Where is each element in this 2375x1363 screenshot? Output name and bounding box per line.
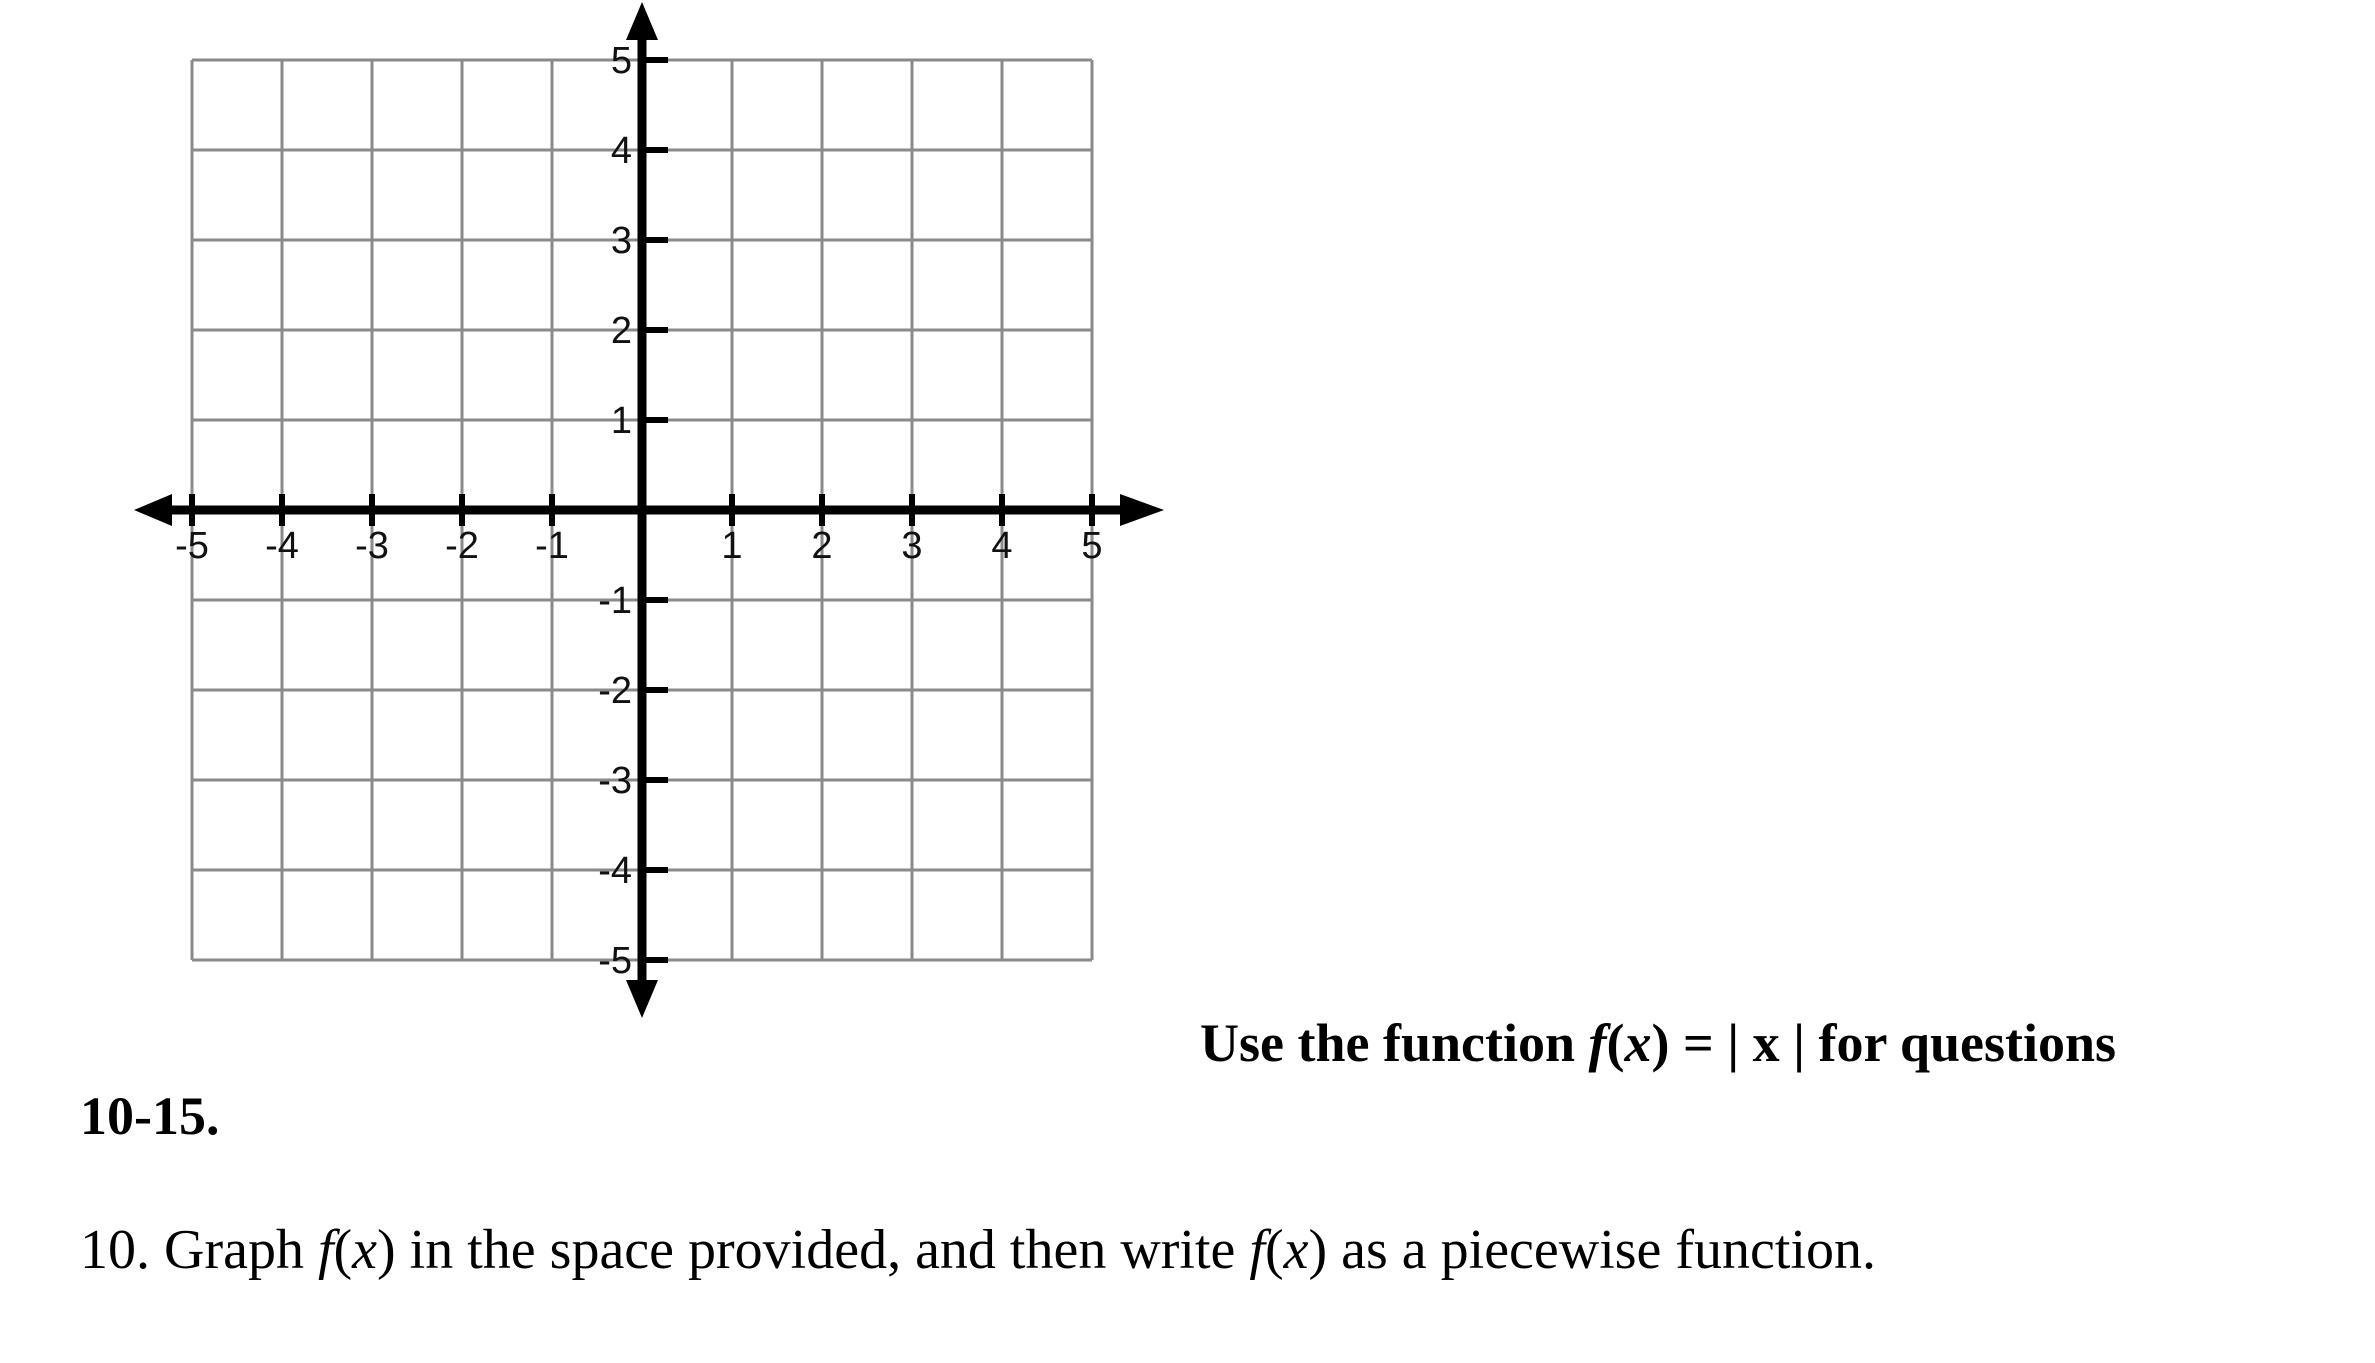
y-axis-down-arrow [626,980,658,1018]
y-axis-up-arrow [626,2,658,40]
x-tick-label: -2 [445,525,479,567]
y-tick-label: -1 [598,580,632,622]
x-tick-label: 3 [901,525,923,567]
x-tick-label: 1 [721,525,743,567]
y-tick-label: 5 [610,40,632,82]
x-tick-label: 2 [811,525,833,567]
x-axis-left-arrow [134,494,172,526]
question-10: 10. Graph f(x) in the space provided, and then write f(x) as a piecewise function. [80,1219,1877,1281]
x-tick-label: 5 [1081,525,1103,567]
y-tick-label: -4 [598,850,632,892]
instruction-question-range: 10-15. [80,1086,220,1146]
y-tick-label: 1 [610,400,632,442]
axes [134,2,1164,1018]
y-tick-label: -2 [598,670,632,712]
coordinate-grid [0,0,1180,1020]
y-tick-label: -5 [598,940,632,982]
x-tick-label: -4 [265,525,299,567]
y-tick-label: 2 [610,310,632,352]
instruction-text: Use the function f(x) = | x | for questions [1200,1013,2117,1073]
x-tick-label: -3 [355,525,389,567]
x-tick-label: -1 [535,525,569,567]
y-tick-label: -3 [598,760,632,802]
x-tick-label: 4 [991,525,1013,567]
x-axis-right-arrow [1120,494,1164,526]
y-tick-label: 4 [610,130,632,172]
x-tick-label: -5 [175,525,209,567]
y-tick-label: 3 [610,220,632,262]
